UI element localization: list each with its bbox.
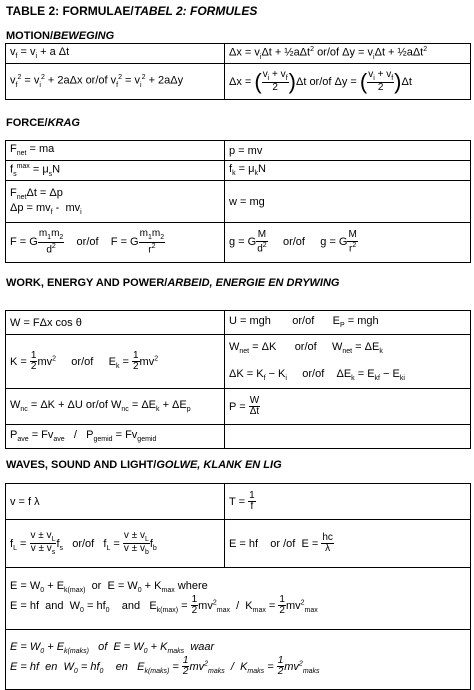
table-title: TABLE 2: FORMULAE/TABEL 2: FORMULES	[6, 4, 258, 18]
formula-gravitation-force: F = G $\frac{m_1m_2}{d^2}$ or/of F = G $\frac{m_1m_2}{r^2}$	[6, 223, 225, 263]
formula-average-power: $P_{ave} = Fv_{ave}$ / $P_{gemid} = Fv_{gemid}$	[6, 425, 225, 449]
formula-net-force: $F_{net}$ = ma	[6, 141, 225, 161]
section-heading-waves: WAVES, SOUND AND LIGHT/GOLWE, KLANK EN LIG	[6, 459, 282, 471]
motion-formula-table	[5, 43, 471, 100]
formula-potential-energy: U = mgh or/of $E_P$ = mgh	[225, 311, 471, 335]
formula-impulse: $F_{net}\Delta t = \Delta p$ $\Delta p = mv_f - mv_i$	[6, 181, 225, 223]
formula-work-energy: $W_{net} = \Delta K$ or/of $W_{net} = \Delta E_k$ $\Delta K = K_f - K_i$ or/of $\Delta E_k = E_{kf} - E_{ki}$	[225, 335, 471, 389]
section-heading-work: WORK, ENERGY AND POWER/ARBEID, ENERGIE EN DRYWING	[6, 277, 340, 289]
work-formula-table	[5, 310, 471, 449]
formula-static-friction: $f_s^{max} = \mu_sN$	[6, 161, 225, 181]
formula-displacement-average: Δx = ( $\frac{v_i + v_f}{2}$ )Δt or/of Δy = ( $\frac{v_i + v_f}{2}$ )Δt	[225, 64, 471, 100]
formula-nonconservative-work: $W_{nc} = \Delta K + \Delta U$ or/of $W_{nc} = \Delta E_k + \Delta E_p$	[6, 389, 225, 425]
formula-kinetic-energy: K = $\frac{1}{2}$ $mv^2$ or/of $E_k$ = $\frac{1}{2}$ $mv^2$	[6, 335, 225, 389]
force-formula-table	[5, 140, 471, 263]
formula-momentum: p = mv	[225, 141, 471, 161]
formula-kinetic-friction: $f_k = \mu_kN$	[225, 161, 471, 181]
section-heading-force: FORCE/KRAG	[6, 117, 80, 129]
formula-photon-energy: E = hf or /of E = $\frac{hc}{\lambda}$	[225, 520, 471, 568]
formula-displacement-half: $\Delta x = v_i\Delta t$ + ½aΔt$^2$ or/of $\Delta y = v_i\Delta t$ + ½aΔt$^2$	[225, 44, 471, 64]
section-heading-motion: MOTION/BEWEGING	[6, 30, 115, 42]
formula-work: W = FΔx cos θ	[6, 311, 225, 335]
formula-final-velocity: $v_f = v_i + a$ Δt	[6, 44, 225, 64]
formula-velocity-squared: $v_f^2 = v_i^2 + 2a\Delta x$ or/of $v_f^2 = v_i^2 + 2a\Delta y$	[6, 64, 225, 100]
waves-formula-table	[5, 483, 471, 690]
formula-doppler: $f_L$ = $\frac{v \pm v_L}{v \pm v_s}$ $f_s$ or/of $f_L$ = $\frac{v \pm v_L}{v \pm v_b}$ $f_b$	[6, 520, 225, 568]
formula-wave-speed: v = f λ	[6, 484, 225, 520]
formula-weight: w = mg	[225, 181, 471, 223]
formula-gravitational-acceleration: g = G $\frac{M}{d^2}$ or/of g = G $\frac{M}{r^2}$	[225, 223, 471, 263]
empty-cell	[225, 425, 471, 449]
formula-period: T = $\frac{1}{f}$	[225, 484, 471, 520]
formula-photoelectric-en: $E = W_0 + E_{k(max)}$ or $E = W_0 + K_{max}$ where E = hf and $W_0 = hf_0$ and $E_{k(max)}$ = $\frac{1}{2}$ $mv^2_{max} / K_{max}$ = $\frac{1}{2}$ $mv^2_{max}$	[6, 568, 471, 630]
formula-power: P = $\frac{W}{\Delta t}$	[225, 389, 471, 425]
formula-photoelectric-af: $E = W_0 + E_{k(maks)}$ of $E = W_0 + K_{maks}$ waar E = hf en $W_0 = hf_0$ en $E_{k(maks)}$ = $\frac{1}{2}$ $mv^2_{maks} / K_{maks}$ = $\frac{1}{2}$ $mv^2_{maks}$	[6, 630, 471, 690]
